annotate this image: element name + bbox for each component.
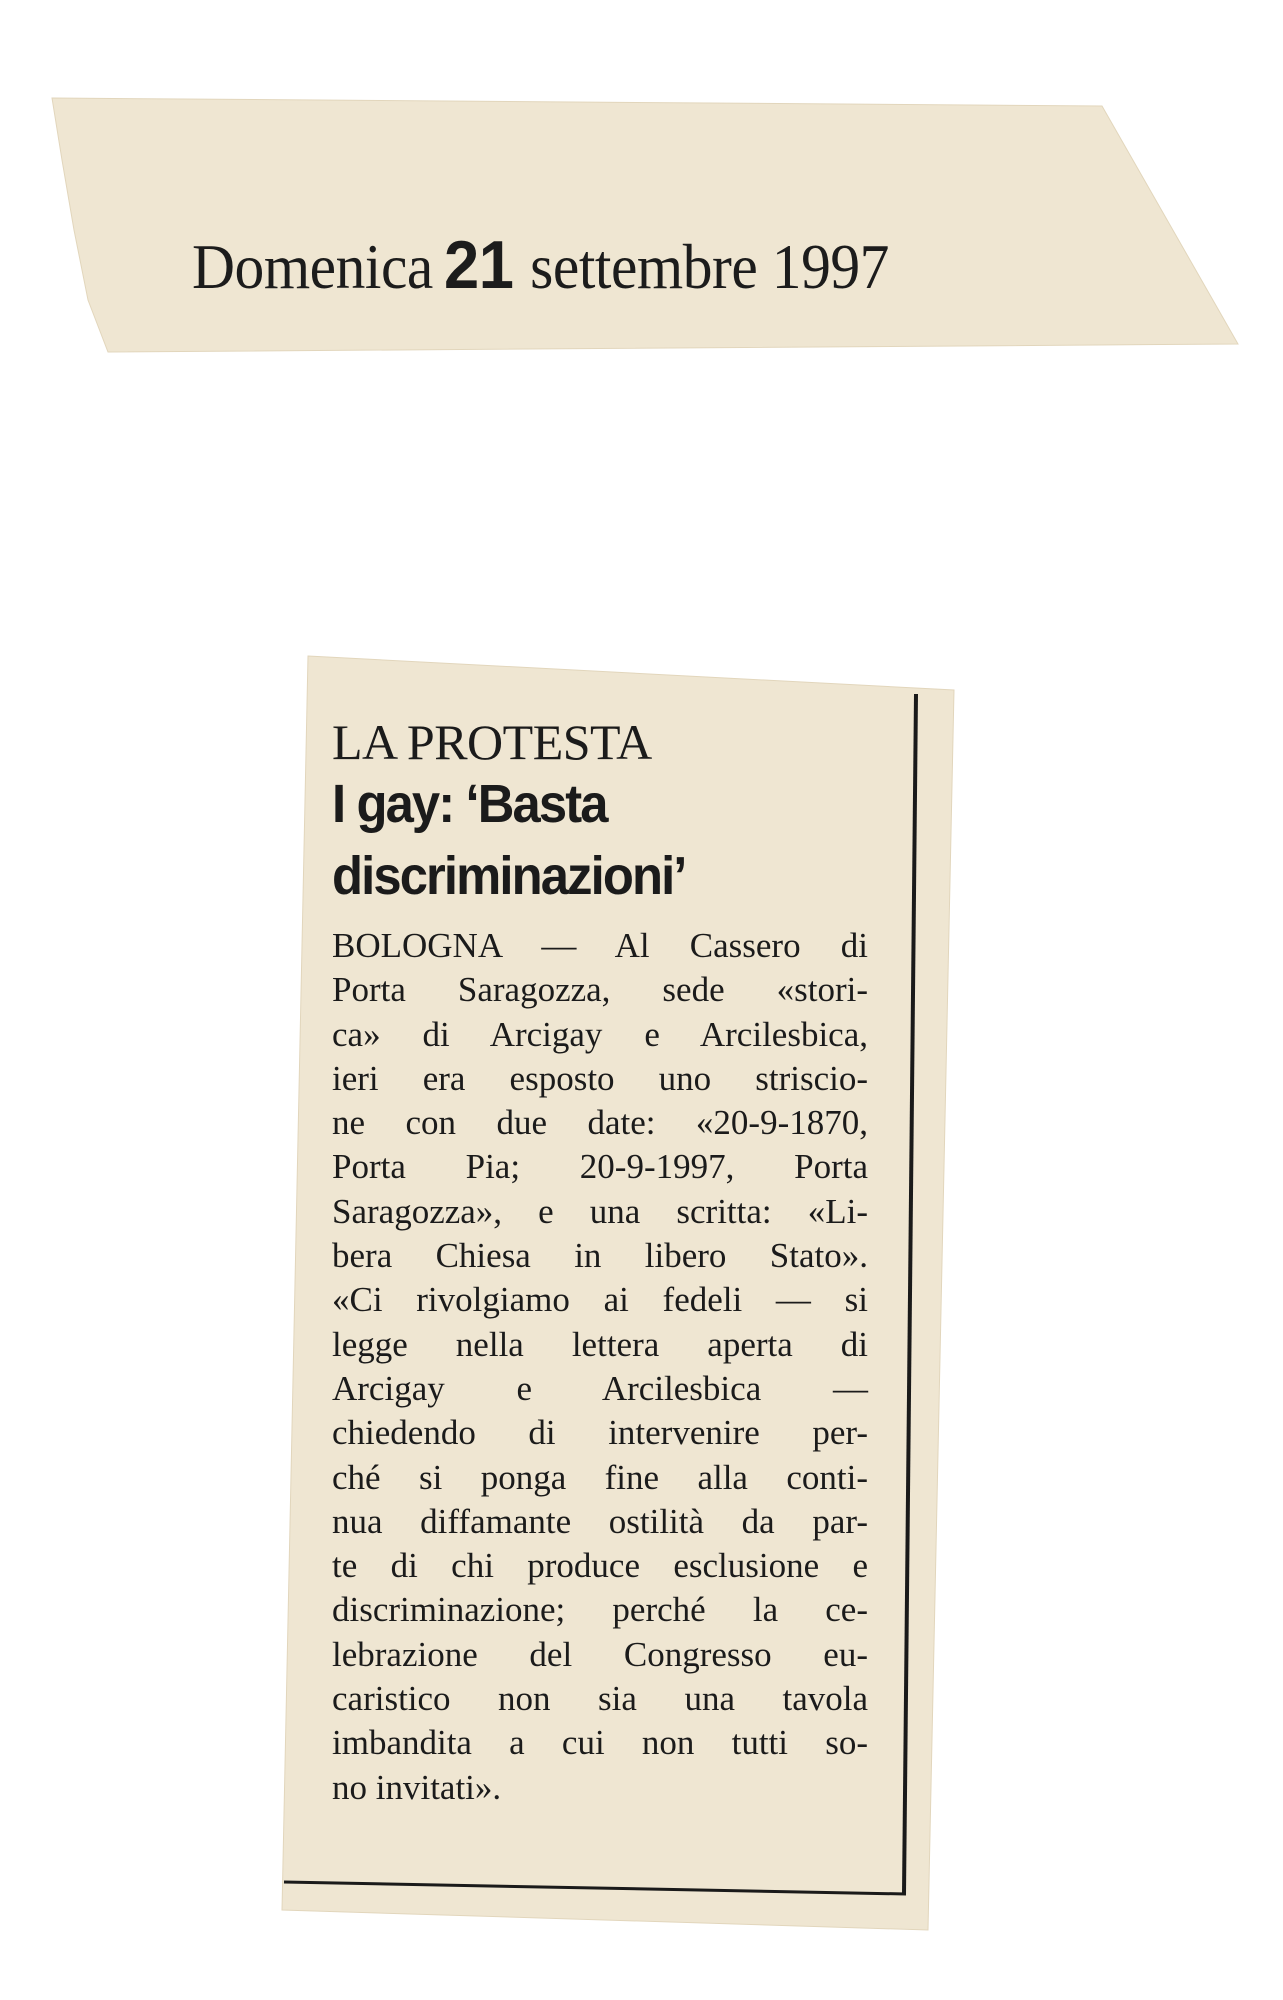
body-line: lebrazione del Congresso eu- <box>332 1634 868 1674</box>
body-line: bera Chiesa in libero Stato». <box>332 1236 868 1276</box>
body-line: no invitati». <box>332 1767 502 1807</box>
body-line: ne con due date: «20-9-1870, <box>332 1103 868 1143</box>
body-line: BOLOGNA — Al Cassero di <box>332 926 868 965</box>
date-day: 21 <box>444 227 514 303</box>
body-line: chiedendo di intervenire per- <box>332 1413 868 1453</box>
body-line: Saragozza», e una scritta: «Li- <box>332 1191 868 1231</box>
body-line: ca» di Arcigay e Arcilesbica, <box>332 1014 868 1054</box>
body-line: nua diffamante ostilità da par- <box>332 1501 868 1541</box>
headline-line: discriminazioni’ <box>332 846 686 906</box>
body-line: Arcigay e Arcilesbica — <box>332 1368 868 1408</box>
body-line: te di chi produce esclusione e <box>332 1546 868 1586</box>
body-line: imbandita a cui non tutti so- <box>332 1723 868 1763</box>
date-month-year: settembre 1997 <box>530 231 889 302</box>
article-headline <box>332 768 877 912</box>
headline-line: I gay: ‘Basta <box>332 774 607 834</box>
body-line: discriminazione; perché la ce- <box>332 1590 868 1630</box>
body-line: Porta Saragozza, sede «stori- <box>332 970 868 1010</box>
body-line: ieri era esposto uno striscio- <box>332 1058 868 1098</box>
body-line: «Ci rivolgiamo ai fedeli — si <box>332 1280 868 1320</box>
body-line: legge nella lettera aperta di <box>332 1324 868 1364</box>
article-body <box>332 924 868 1810</box>
article-kicker: LA PROTESTA <box>332 714 652 770</box>
body-line: Porta Pia; 20-9-1997, Porta <box>332 1147 868 1187</box>
date-weekday: Domenica <box>192 231 433 302</box>
body-line: caristico non sia una tavola <box>332 1679 868 1719</box>
news-article <box>332 716 868 1810</box>
body-line: ché si ponga fine alla conti- <box>332 1457 868 1497</box>
